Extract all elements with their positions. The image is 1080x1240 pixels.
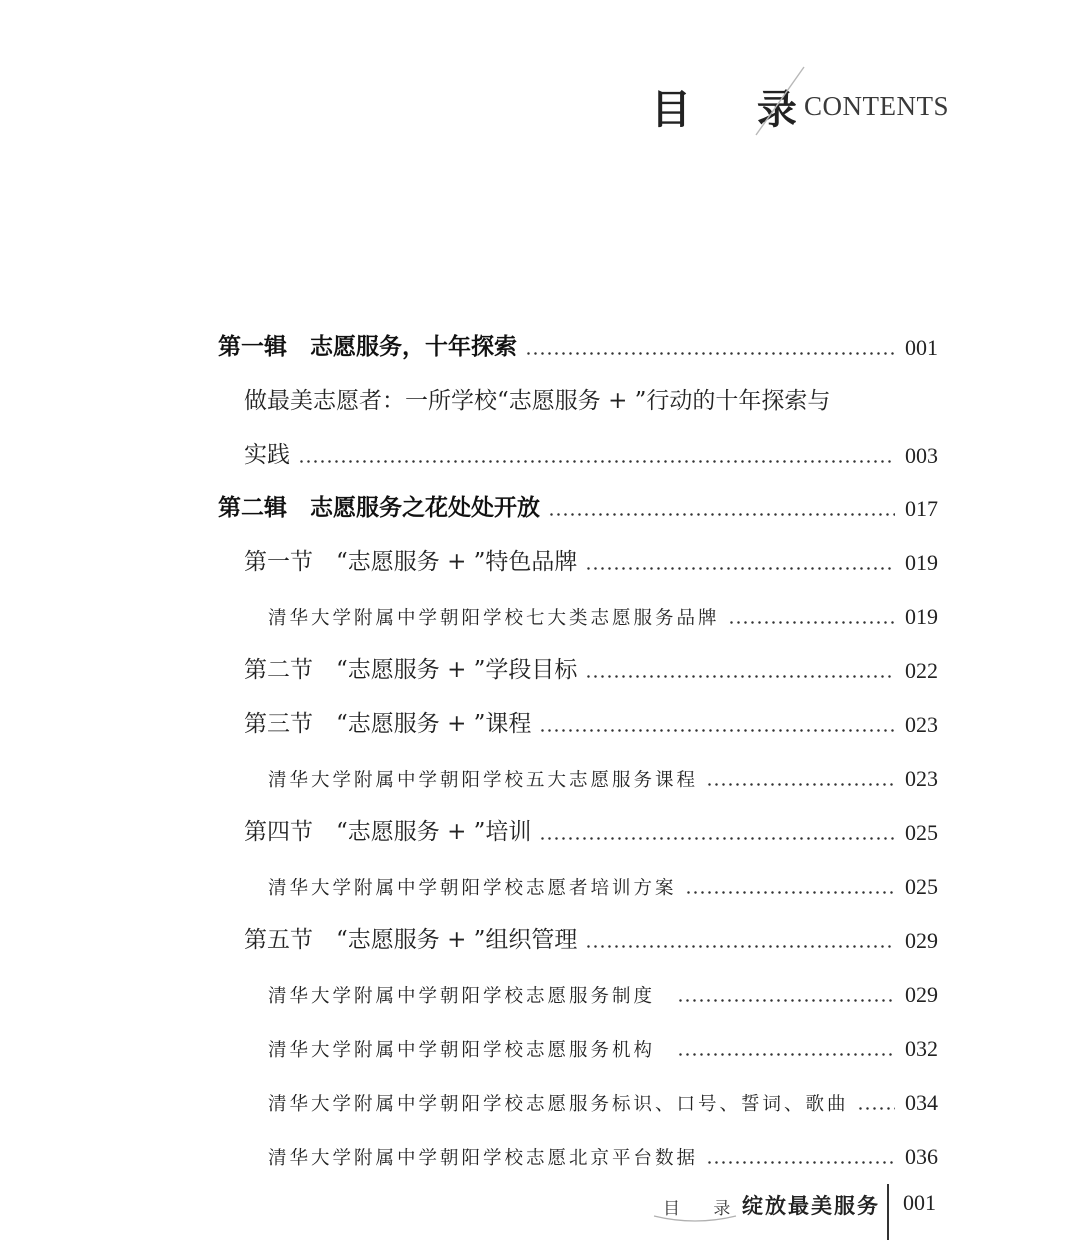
toc-page-number: 023 [905,712,938,737]
toc-page-number: 025 [905,820,938,845]
toc-part-2[interactable] [218,469,938,522]
toc-entry-title: 清华大学附属中学朝阳学校志愿者培训方案 [268,878,677,899]
toc-entry-title: 第五节 “志愿服务 + ”组织管理 [244,927,578,953]
toc-subentry[interactable] [218,1062,938,1116]
page-footer [0,1180,1080,1240]
toc-page-number: 022 [905,658,938,683]
decorative-slash-icon [752,65,808,137]
toc-page-number: 019 [905,550,938,575]
dot-leader [728,621,895,624]
toc-entry[interactable] [218,415,938,469]
dot-leader [585,945,895,948]
toc-page-number: 029 [905,982,938,1007]
toc-entry-title-continued: 实践 [244,442,290,468]
toc-section-4[interactable] [218,792,938,846]
footer-divider [887,1184,889,1240]
toc-page-number: 017 [905,496,938,521]
decorative-swash-icon [652,1212,738,1224]
footer-book-title: 绽放最美服务 [742,1193,880,1218]
dot-leader [298,460,895,463]
table-of-contents [218,308,938,1170]
contents-subtitle: CONTENTS [804,91,949,121]
dot-leader [857,1107,895,1110]
toc-entry-title: 做最美志愿者：一所学校“志愿服务 + ”行动的十年探索与 [244,388,831,414]
toc-part-1[interactable] [218,308,938,361]
toc-entry-title: 第二辑 志愿服务之花处处开放 [218,494,540,521]
toc-page-number: 019 [905,604,938,629]
toc-section-1[interactable] [218,522,938,576]
toc-entry-title: 清华大学附属中学朝阳学校志愿服务机构 [268,1040,656,1061]
toc-page-number: 036 [905,1144,938,1169]
toc-heading: 目 录 [651,86,823,133]
dot-leader [525,352,895,355]
dot-leader [539,837,895,840]
footer-page-number: 001 [903,1190,936,1215]
footer-section-label: 目 录 [663,1199,745,1219]
toc-entry-title: 清华大学附属中学朝阳学校七大类志愿服务品牌 [268,608,720,629]
toc-section-3[interactable] [218,684,938,738]
toc-section-5[interactable] [218,900,938,954]
dot-leader [539,729,895,732]
toc-page-number: 025 [905,874,938,899]
toc-entry-title: 第一辑 志愿服务，十年探索 [218,333,517,360]
toc-page-number: 029 [905,928,938,953]
dot-leader [548,513,895,516]
toc-entry-title: 清华大学附属中学朝阳学校志愿北京平台数据 [268,1148,699,1169]
dot-leader [706,1161,895,1164]
dot-leader [677,1053,895,1056]
page-header [0,0,1080,140]
toc-entry-title: 清华大学附属中学朝阳学校五大志愿服务课程 [268,770,699,791]
toc-entry-title: 第四节 “志愿服务 + ”培训 [244,819,532,845]
toc-page-number: 032 [905,1036,938,1061]
dot-leader [585,675,895,678]
toc-page-number: 034 [905,1090,938,1115]
toc-entry-title: 清华大学附属中学朝阳学校志愿服务标识、口号、誓词、歌曲 [268,1094,849,1115]
dot-leader [677,999,895,1002]
dot-leader [685,891,895,894]
toc-entry-title: 第二节 “志愿服务 + ”学段目标 [244,657,578,683]
toc-entry-title: 第一节 “志愿服务 + ”特色品牌 [244,549,578,575]
toc-subentry[interactable] [218,1008,938,1062]
toc-subentry[interactable] [218,954,938,1008]
toc-subentry[interactable] [218,1116,938,1170]
toc-entry-line[interactable] [218,361,938,415]
toc-subentry[interactable] [218,576,938,630]
toc-subentry[interactable] [218,846,938,900]
dot-leader [585,567,895,570]
toc-page-number: 023 [905,766,938,791]
toc-entry-title: 清华大学附属中学朝阳学校志愿服务制度 [268,986,656,1007]
toc-page-number: 001 [905,335,938,360]
toc-subentry[interactable] [218,738,938,792]
toc-page-number: 003 [905,443,938,468]
toc-entry-title: 第三节 “志愿服务 + ”课程 [244,711,532,737]
toc-section-2[interactable] [218,630,938,684]
dot-leader [706,783,895,786]
